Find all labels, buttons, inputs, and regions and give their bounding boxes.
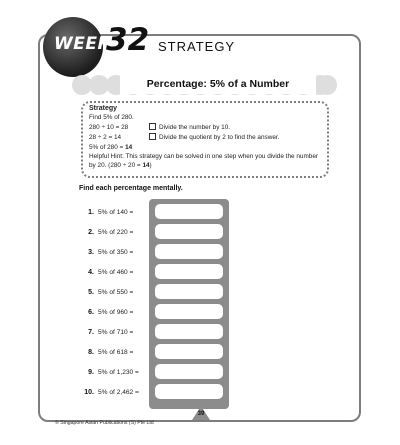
page-number: 39 bbox=[197, 411, 205, 417]
problem-number: 1. bbox=[88, 209, 94, 216]
copyright: © Singapore Asian Publications (S) Pte Ltd bbox=[55, 420, 154, 426]
problem-number: 4. bbox=[88, 269, 94, 276]
checkbox-icon bbox=[149, 133, 156, 140]
helpful-hint: Helpful Hint: This strategy can be solved in one step when you divide the number by 20. (280 ÷ 20 = 14) bbox=[89, 153, 319, 169]
problem-text: 5% of 618 = bbox=[98, 349, 134, 356]
problem-number: 7. bbox=[88, 329, 94, 336]
week-label: WEEK bbox=[54, 34, 112, 54]
answer-box[interactable] bbox=[155, 224, 223, 239]
problem-text: 5% of 460 = bbox=[98, 269, 134, 276]
strategy-step-1: Divide the number by 10. bbox=[149, 122, 230, 133]
strategy-work-2: 28 ÷ 2 = 14 bbox=[89, 134, 122, 141]
answer-box[interactable] bbox=[155, 284, 223, 299]
strategy-heading: Strategy bbox=[89, 105, 118, 112]
strategy-result: 5% of 280 = 14 bbox=[89, 144, 133, 151]
checkbox-icon bbox=[149, 123, 156, 130]
answer-box[interactable] bbox=[155, 344, 223, 359]
problem-number: 9. bbox=[88, 369, 94, 376]
problem-text: 5% of 140 = bbox=[98, 209, 134, 216]
problem-number: 10. bbox=[84, 389, 94, 396]
problem-text: 5% of 710 = bbox=[98, 329, 134, 336]
problem-text: 5% of 550 = bbox=[98, 289, 134, 296]
problem-text: 5% of 1,230 = bbox=[98, 369, 139, 376]
instructions: Find each percentage mentally. bbox=[79, 185, 183, 192]
problem-text: 5% of 960 = bbox=[98, 309, 134, 316]
answer-box[interactable] bbox=[155, 364, 223, 379]
answer-box[interactable] bbox=[155, 324, 223, 339]
strategy-step-2: Divide the quotient by 2 to find the answer. bbox=[149, 132, 279, 143]
problem-text: 5% of 350 = bbox=[98, 249, 134, 256]
problem-text: 5% of 220 = bbox=[98, 229, 134, 236]
answer-box[interactable] bbox=[155, 244, 223, 259]
answer-box[interactable] bbox=[155, 384, 223, 399]
answer-box[interactable] bbox=[155, 264, 223, 279]
week-number: 32 bbox=[106, 22, 150, 58]
strategy-work-1: 280 ÷ 10 = 28 bbox=[89, 124, 129, 131]
problem-number: 3. bbox=[88, 249, 94, 256]
strategy-box bbox=[81, 101, 329, 178]
answer-box[interactable] bbox=[155, 204, 223, 219]
banner-title: Percentage: 5% of a Number bbox=[120, 75, 316, 94]
problem-number: 2. bbox=[88, 229, 94, 236]
problem-text: 5% of 2,462 = bbox=[98, 389, 139, 396]
problem-number: 6. bbox=[88, 309, 94, 316]
problem-number: 5. bbox=[88, 289, 94, 296]
strategy-intro: Find 5% of 280. bbox=[89, 114, 134, 121]
section-title: STRATEGY bbox=[158, 39, 236, 54]
problem-number: 8. bbox=[88, 349, 94, 356]
answer-box[interactable] bbox=[155, 304, 223, 319]
